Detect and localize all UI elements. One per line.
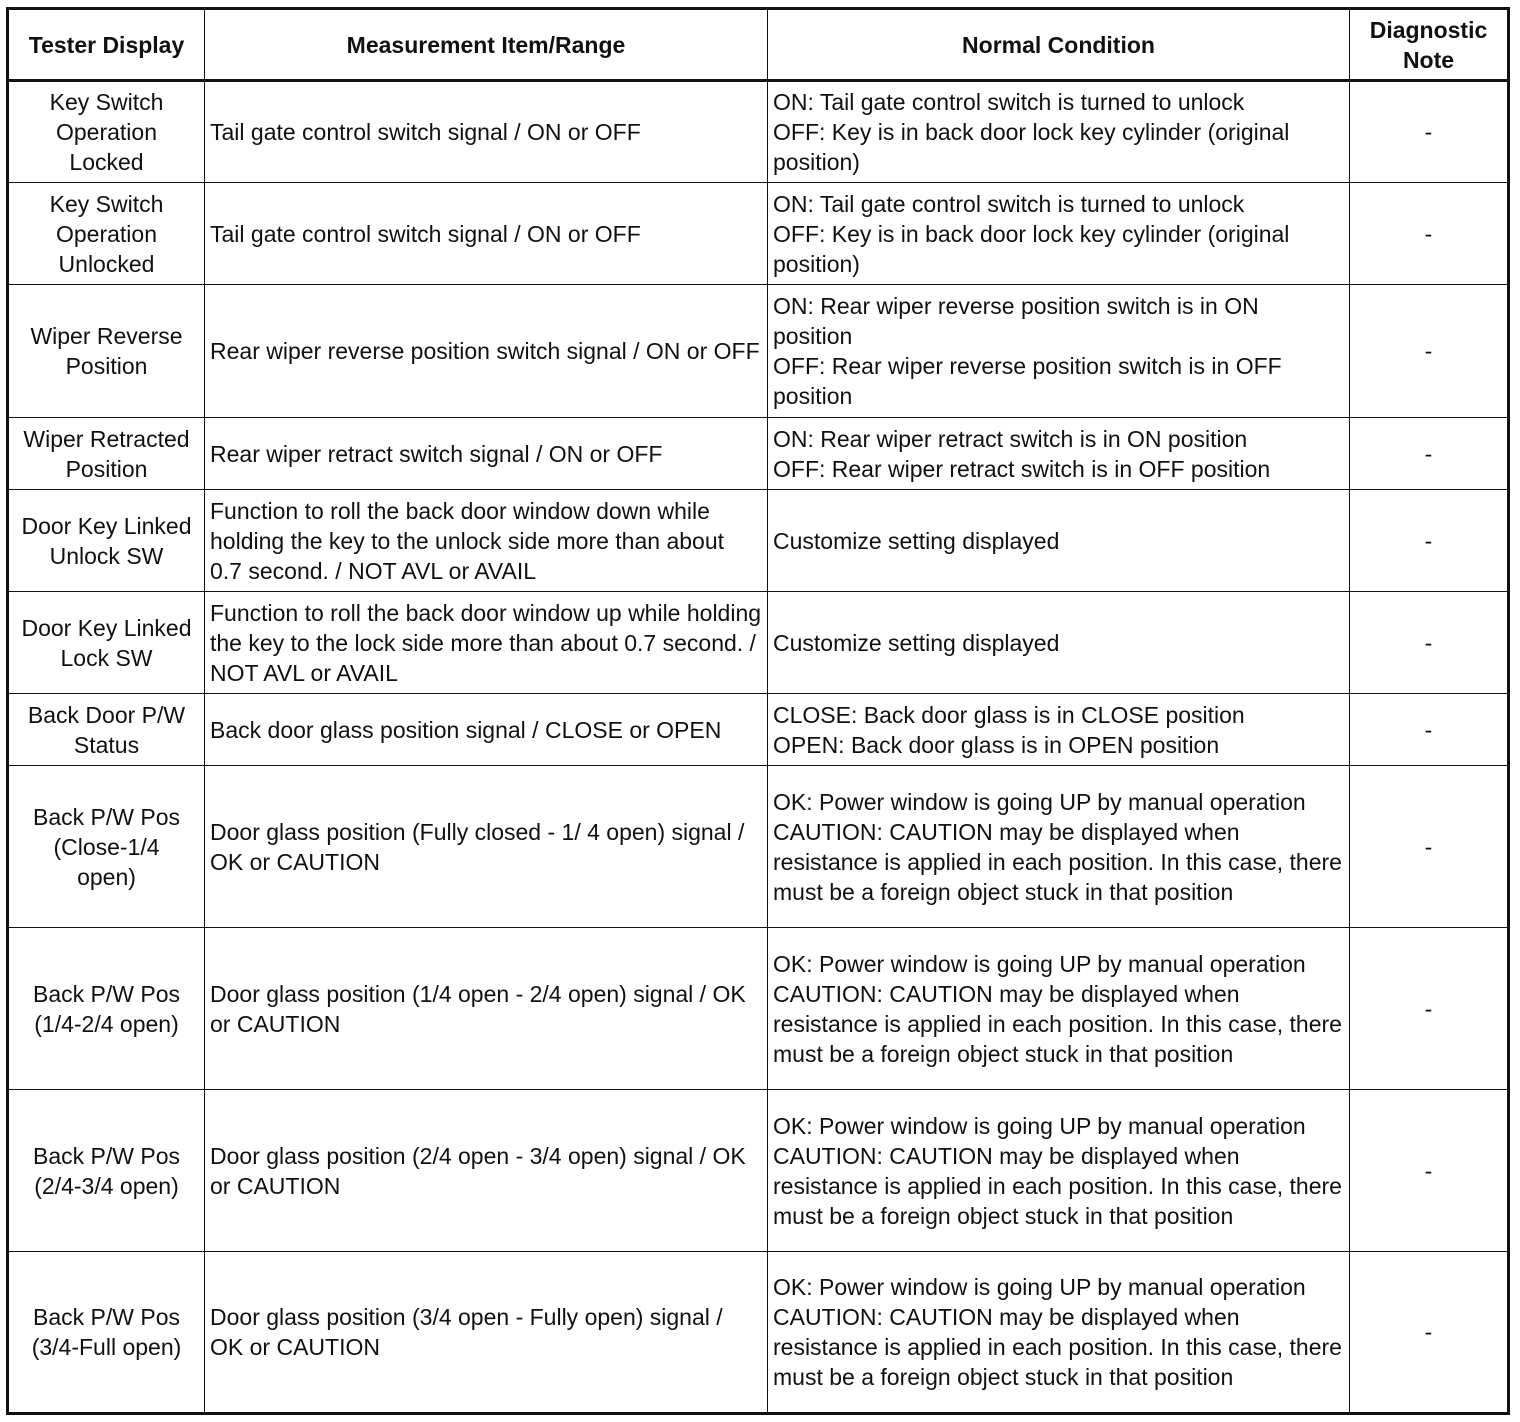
header-tester-display: Tester Display: [8, 9, 205, 81]
cell-tester-display: Back P/W Pos (1/4-2/4 open): [8, 928, 205, 1090]
table-row: [8, 1090, 1509, 1252]
cell-measurement: Function to roll the back door window down while holding the key to the unlock side more than about 0.7 second. / NOT AVL or AVAIL: [205, 490, 768, 592]
header-row: [8, 9, 1509, 81]
header-diagnostic-note: Diagnostic Note: [1350, 9, 1509, 81]
cell-tester-display: Back P/W Pos (3/4-Full open): [8, 1252, 205, 1414]
cell-tester-display: Door Key Linked Unlock SW: [8, 490, 205, 592]
table-row: [8, 183, 1509, 285]
table-row: [8, 592, 1509, 694]
cell-diagnostic-note: -: [1350, 694, 1509, 766]
cell-diagnostic-note: -: [1350, 592, 1509, 694]
cell-measurement: Function to roll the back door window up while holding the key to the lock side more than about 0.7 second. / NOT AVL or AVAIL: [205, 592, 768, 694]
cell-normal-condition: CLOSE: Back door glass is in CLOSE position OPEN: Back door glass is in OPEN position: [768, 694, 1350, 766]
table-row: [8, 490, 1509, 592]
cell-normal-condition: OK: Power window is going UP by manual operation CAUTION: CAUTION may be displayed when resistance is applied in each position. In this case, there must be a foreign object stuck in that position: [768, 766, 1350, 928]
cell-diagnostic-note: -: [1350, 183, 1509, 285]
cell-normal-condition: OK: Power window is going UP by manual operation CAUTION: CAUTION may be displayed when resistance is applied in each position. In this case, there must be a foreign object stuck in that position: [768, 1252, 1350, 1414]
cell-measurement: Tail gate control switch signal / ON or OFF: [205, 183, 768, 285]
header-measurement: Measurement Item/Range: [205, 9, 768, 81]
table-row: [8, 694, 1509, 766]
cell-measurement: Door glass position (Fully closed - 1/ 4 open) signal / OK or CAUTION: [205, 766, 768, 928]
cell-diagnostic-note: -: [1350, 766, 1509, 928]
cell-normal-condition: ON: Rear wiper reverse position switch is in ON position OFF: Rear wiper reverse position switch is in OFF position: [768, 285, 1350, 418]
cell-tester-display: Key Switch Operation Unlocked: [8, 183, 205, 285]
header-normal-condition: Normal Condition: [768, 9, 1350, 81]
cell-measurement: Rear wiper reverse position switch signal / ON or OFF: [205, 285, 768, 418]
cell-normal-condition: OK: Power window is going UP by manual operation CAUTION: CAUTION may be displayed when resistance is applied in each position. In this case, there must be a foreign object stuck in that position: [768, 1090, 1350, 1252]
cell-normal-condition: ON: Rear wiper retract switch is in ON position OFF: Rear wiper retract switch is in OFF position: [768, 418, 1350, 490]
table-header: [8, 9, 1509, 81]
cell-tester-display: Wiper Retracted Position: [8, 418, 205, 490]
data-monitor-table: [6, 7, 1510, 1415]
table-row: [8, 285, 1509, 418]
cell-diagnostic-note: -: [1350, 490, 1509, 592]
cell-normal-condition: Customize setting displayed: [768, 490, 1350, 592]
table-body: [8, 81, 1509, 1414]
table-row: [8, 766, 1509, 928]
cell-normal-condition: Customize setting displayed: [768, 592, 1350, 694]
cell-tester-display: Wiper Reverse Position: [8, 285, 205, 418]
table-row: [8, 1252, 1509, 1414]
cell-normal-condition: ON: Tail gate control switch is turned to unlock OFF: Key is in back door lock key cylinder (original position): [768, 183, 1350, 285]
table-row: [8, 81, 1509, 183]
cell-normal-condition: ON: Tail gate control switch is turned to unlock OFF: Key is in back door lock key cylinder (original position): [768, 81, 1350, 183]
cell-diagnostic-note: -: [1350, 285, 1509, 418]
cell-diagnostic-note: -: [1350, 1252, 1509, 1414]
cell-tester-display: Back Door P/W Status: [8, 694, 205, 766]
table-row: [8, 928, 1509, 1090]
table-row: [8, 418, 1509, 490]
cell-tester-display: Back P/W Pos (Close-1/4 open): [8, 766, 205, 928]
cell-diagnostic-note: -: [1350, 418, 1509, 490]
cell-measurement: Rear wiper retract switch signal / ON or OFF: [205, 418, 768, 490]
cell-diagnostic-note: -: [1350, 928, 1509, 1090]
cell-tester-display: Back P/W Pos (2/4-3/4 open): [8, 1090, 205, 1252]
cell-tester-display: Door Key Linked Lock SW: [8, 592, 205, 694]
cell-measurement: Door glass position (1/4 open - 2/4 open) signal / OK or CAUTION: [205, 928, 768, 1090]
cell-measurement: Tail gate control switch signal / ON or OFF: [205, 81, 768, 183]
cell-measurement: Door glass position (2/4 open - 3/4 open) signal / OK or CAUTION: [205, 1090, 768, 1252]
cell-tester-display: Key Switch Operation Locked: [8, 81, 205, 183]
cell-diagnostic-note: -: [1350, 81, 1509, 183]
cell-measurement: Back door glass position signal / CLOSE or OPEN: [205, 694, 768, 766]
cell-diagnostic-note: -: [1350, 1090, 1509, 1252]
cell-normal-condition: OK: Power window is going UP by manual operation CAUTION: CAUTION may be displayed when resistance is applied in each position. In this case, there must be a foreign object stuck in that position: [768, 928, 1350, 1090]
cell-measurement: Door glass position (3/4 open - Fully open) signal / OK or CAUTION: [205, 1252, 768, 1414]
